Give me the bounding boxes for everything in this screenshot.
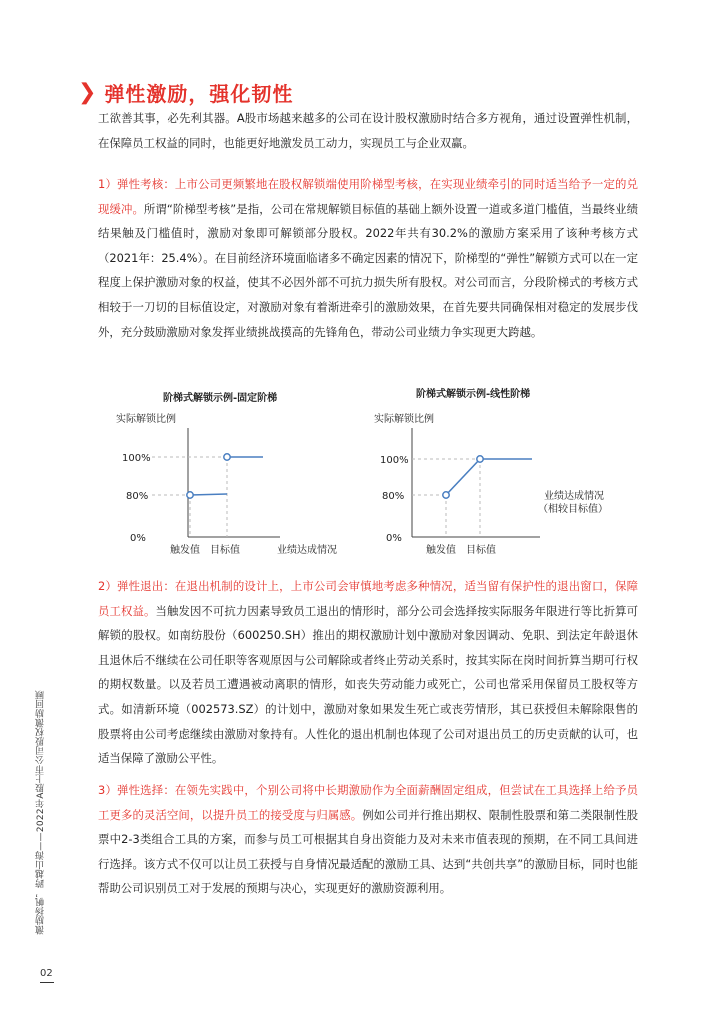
chart-left-title: 阶梯式解锁示例-固定阶梯 — [163, 393, 278, 404]
tick-0: 0% — [130, 533, 146, 544]
x-axis-label: 业绩达成情况 — [544, 491, 604, 502]
paragraph-lead: 2）弹性退出：在退出机制的设计上，上市公司会审慎地考虑多种情况，适当留有保护性的退出窗口，保障员工权益。 — [98, 579, 638, 618]
paragraph-lead: 3）弹性选择：在领先实践中，个别公司将中长期激励作为全面薪酬固定组成，但尝试在工具选择上给予员工更多的灵活空间，以提升员工的接受度与归属感。 — [98, 783, 638, 822]
point-trigger — [187, 492, 193, 498]
chart-right-title: 阶梯式解锁示例-线性阶梯 — [416, 389, 531, 400]
paragraph-body: 例如公司并行推出期权、限制性股票和第二类限制性股票中2-3类组合工具的方案，而参与员工可根据其自身出资能力及对未来市值表现的预期，在不同工具间进行选择。该方式不仅可以让员工获授与自身情况最适配的激励工具、达到“共创共享”的激励目标，同时也能帮助公司识别员工对于发展的预期与决心，实现更好的激励资源利用。 — [98, 807, 638, 896]
tick-80: 80% — [126, 491, 149, 502]
ramp-line — [446, 459, 480, 495]
paragraph-body: 当触发因不可抗力因素导致员工退出的情形时，部分公司会选择按实际服务年限进行等比折算可解锁的股权。如南纺股份（600250.SH）推出的期权激励计划中激励对象因调动、免职、到法定年龄退休且退休后不继续在公司任职等客观原因与公司解除或者终止劳动关系时，按其实际在岗时间折算当期可行权的期权数量。以及若员工遭遇被动离职的情形，如丧失劳动能力或死亡，公司也常采用保留员工股权等方式。如清新环境（002573.SZ）的计划中，激励对象如果发生死亡或丧劳情形，其已获授但未解除限售的股票将由公司考虑继续由激励对象持有。人性化的退出机制也体现了公司对退出员工的历史贡献的认可，也适当保障了激励公平性。 — [98, 603, 638, 766]
x-tick-trigger: 触发值 — [426, 545, 456, 556]
step-lower — [190, 494, 227, 495]
page-number-underline — [40, 982, 54, 983]
paragraph-body: 所谓“阶梯型考核”是指，公司在常规解锁目标值的基础上额外设置一道或多道门槛值，当最终业绩结果触及门槛值时，激励对象即可解锁部分股权。2022年共有30.2%的激励方案采用了该种考核方式（2021年：25.4%）。在目前经济环境面临诸多不确定因素的情况下，阶梯型的“弹性”解锁方式可以在一定程度上保护激励对象的权益，使其不必因外部不可抗力损失所有股权。对公司而言，分段阶梯式的考核方式相较于一刀切的目标值设定，对激励对象有着渐进牵引的激励效果，在首先要共同确保相对稳定的发展步伐外，充分鼓励激励对象发挥业绩挑战摸高的先锋角色，带动公司业绩力争实现更大跨越。 — [98, 201, 638, 339]
paragraph-elastic-assessment — [98, 172, 638, 344]
chevron-icon: ❯ — [78, 79, 97, 105]
x-tick-target: 目标值 — [466, 545, 496, 556]
paragraph-lead: 1）弹性考核：上市公司更频繁地在股权解锁端使用阶梯型考核，在实现业绩牵引的同时适当给予一定的兑现缓冲。 — [98, 177, 638, 216]
tick-0: 0% — [386, 533, 402, 544]
section-title: 弹性激励，强化韧性 — [104, 82, 294, 106]
x-axis-sublabel: （相较目标值） — [538, 504, 608, 515]
point-target — [477, 456, 483, 462]
intro-paragraph: 工欲善其事，必先利其器。A股市场越来越多的公司在设计股权激励时结合多方视角，通过设置弹性机制，在保障员工权益的同时，也能更好地激发员工动力，实现员工与企业双赢。 — [98, 111, 638, 150]
tick-100: 100% — [380, 455, 409, 466]
x-tick-trigger: 触发值 — [170, 545, 200, 556]
x-axis-label: 业绩达成情况 — [277, 545, 337, 556]
paragraph-elastic-exit — [98, 574, 638, 771]
point-trigger — [443, 492, 449, 498]
paragraph-elastic-choice — [98, 778, 638, 901]
step-chart-linear — [360, 400, 630, 570]
section-heading — [78, 78, 293, 107]
page-number: 02 — [40, 968, 53, 979]
x-tick-target: 目标值 — [210, 545, 240, 556]
sidebar-report-title: 激励扬帆，跨越山海——2022年A股上市公司股权激励回顾 — [36, 690, 46, 935]
tick-100: 100% — [122, 453, 151, 464]
point-target — [224, 454, 230, 460]
y-axis-label: 实际解锁比例 — [374, 414, 434, 425]
y-axis-label: 实际解锁比例 — [116, 414, 176, 425]
tick-80: 80% — [382, 491, 405, 502]
step-chart-fixed — [100, 400, 360, 570]
